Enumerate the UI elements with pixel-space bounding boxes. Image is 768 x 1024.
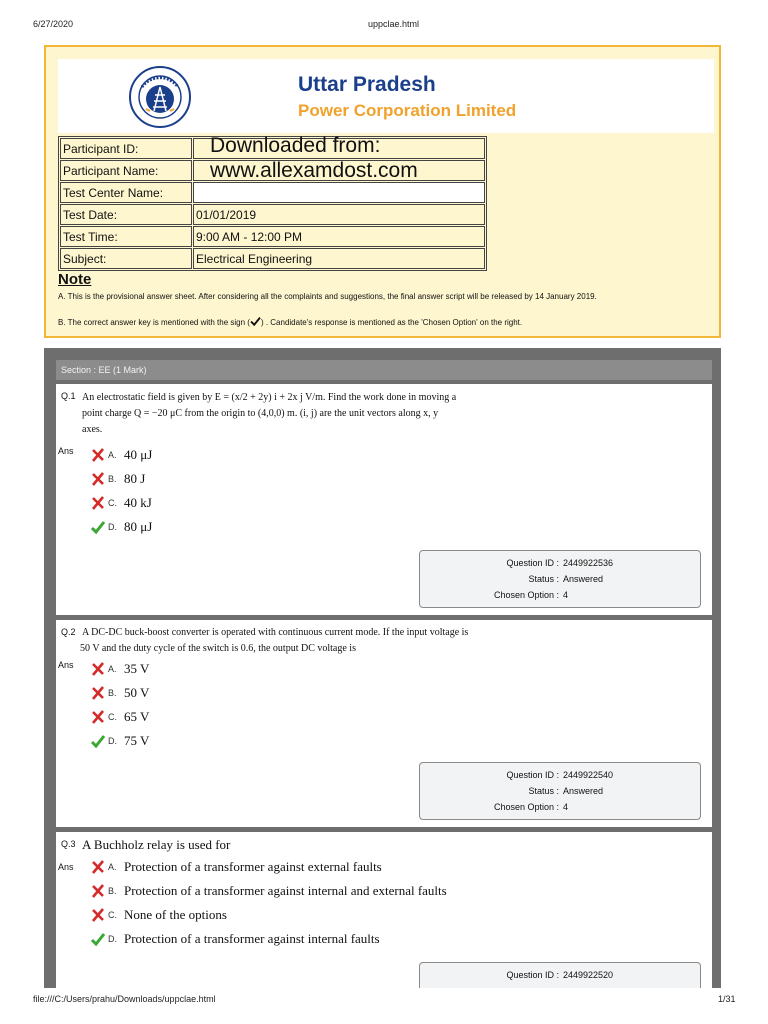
option-d	[90, 516, 152, 538]
info-label: Participant Name:	[60, 160, 192, 181]
option-text: 80 J	[124, 471, 146, 486]
wrong-cross-icon	[90, 447, 106, 463]
note-heading: Note	[58, 271, 92, 288]
correct-check-icon	[90, 733, 106, 749]
note-line-a: A. This is the provisional answer sheet. After considering all the complaints and suggestions, the final answer script will be released by 14 January 2019.	[58, 292, 597, 301]
option-c	[90, 706, 149, 728]
question-text	[82, 837, 230, 853]
qid-value: 2449922520	[563, 970, 614, 980]
option-letter: B.	[108, 474, 117, 484]
option-letter: A.	[108, 862, 117, 872]
status-value: Answered	[563, 786, 604, 796]
option-text: Protection of a transformer against internal faults	[124, 931, 380, 946]
org-name-line1: Uttar Pradesh	[298, 73, 436, 96]
watermark-line2: www.allexamdost.com	[210, 159, 418, 182]
info-value: Electrical Engineering	[193, 248, 485, 269]
wrong-cross-icon	[90, 495, 106, 511]
ans-label: Ans	[58, 660, 74, 670]
question-number: Q.1	[61, 391, 76, 401]
qid-value: 2449922536	[563, 558, 614, 568]
option-b	[90, 880, 447, 902]
note-b-suffix: ) . Candidate's response is mentioned as the 'Chosen Option' on the right.	[260, 318, 523, 327]
note-line-b	[58, 317, 708, 328]
option-a	[90, 444, 152, 466]
info-row	[60, 204, 485, 225]
checkmark-icon	[250, 317, 261, 326]
correct-check-icon	[90, 931, 106, 947]
wrong-cross-icon	[90, 883, 106, 899]
option-text: Protection of a transformer against internal and external faults	[124, 883, 447, 898]
option-letter: A.	[108, 450, 117, 460]
qid-label: Question ID :	[506, 558, 559, 568]
watermark-line1: Downloaded from:	[210, 134, 381, 157]
correct-check-icon	[90, 519, 106, 535]
qid-label: Question ID :	[506, 770, 559, 780]
status-label: Status :	[528, 574, 559, 584]
option-letter: C.	[108, 498, 117, 508]
info-row	[60, 226, 485, 247]
section-panel	[44, 348, 721, 1024]
option-letter: B.	[108, 886, 117, 896]
question-text-line: 50 V and the duty cycle of the switch is 0.6, the output DC voltage is	[80, 643, 356, 654]
option-text: 65 V	[124, 709, 150, 724]
question-number: Q.3	[61, 839, 76, 849]
org-name-line2: Power Corporation Limited	[298, 101, 517, 120]
chosen-value: 4	[563, 802, 569, 812]
option-letter: A.	[108, 664, 117, 674]
note-b-prefix: B. The correct answer key is mentioned with the sign (	[58, 318, 250, 327]
info-label: Test Date:	[60, 204, 192, 225]
info-value: 9:00 AM - 12:00 PM	[193, 226, 485, 247]
question-number: Q.2	[61, 627, 76, 637]
ans-label: Ans	[58, 446, 74, 456]
print-title: uppclae.html	[368, 19, 420, 29]
option-letter: D.	[108, 934, 117, 944]
option-a	[90, 658, 149, 680]
option-text: 75 V	[124, 733, 150, 748]
question-text-line: axes.	[82, 424, 103, 435]
header-panel	[44, 45, 721, 338]
chosen-value: 4	[563, 590, 569, 600]
print-date: 6/27/2020	[33, 19, 74, 29]
chosen-label: Chosen Option :	[493, 802, 559, 812]
option-text: 80 μJ	[124, 519, 153, 534]
question-text-line: A Buchholz relay is used for	[82, 837, 231, 852]
wrong-cross-icon	[90, 907, 106, 923]
option-d	[90, 730, 149, 752]
option-letter: B.	[108, 688, 117, 698]
info-value	[193, 182, 485, 203]
question-text	[82, 390, 456, 438]
question-text	[82, 625, 468, 657]
info-row	[60, 248, 485, 269]
option-text: 40 μJ	[124, 447, 153, 462]
option-letter: D.	[108, 736, 117, 746]
wrong-cross-icon	[90, 859, 106, 875]
status-value: Answered	[563, 574, 604, 584]
question-text-line: An electrostatic field is given by E = (x/2 + 2y) i + 2x j V/m. Find the work done in moving a	[82, 392, 457, 403]
ans-label: Ans	[58, 862, 74, 872]
option-text: 40 kJ	[124, 495, 152, 510]
status-box	[419, 762, 701, 820]
info-label: Subject:	[60, 248, 192, 269]
status-label: Status :	[528, 786, 559, 796]
section-title-bar: Section : EE (1 Mark)	[56, 360, 712, 380]
wrong-cross-icon	[90, 709, 106, 725]
question-text-line: point charge Q = −20 μC from the origin to (4,0,0) m. (i, j) are the unit vectors along x, y	[82, 408, 439, 419]
option-text: Protection of a transformer against external faults	[124, 859, 382, 874]
question-card	[56, 384, 712, 615]
question-card	[56, 620, 712, 827]
wrong-cross-icon	[90, 661, 106, 677]
chosen-label: Chosen Option :	[493, 590, 559, 600]
info-row	[60, 182, 485, 203]
print-footer-path: file:///C:/Users/prahu/Downloads/uppclae.html	[33, 994, 216, 1004]
option-letter: C.	[108, 712, 117, 722]
option-c	[90, 904, 227, 926]
option-letter: D.	[108, 522, 117, 532]
option-a	[90, 856, 382, 878]
qid-label: Question ID :	[506, 970, 559, 980]
logo-band	[58, 59, 714, 133]
status-box	[419, 550, 701, 608]
wrong-cross-icon	[90, 471, 106, 487]
info-value: 01/01/2019	[193, 204, 485, 225]
question-text-line: A DC-DC buck-boost converter is operated with continuous current mode. If the input voltage is	[82, 627, 469, 638]
option-b	[90, 682, 149, 704]
wrong-cross-icon	[90, 685, 106, 701]
qid-value: 2449922540	[563, 770, 614, 780]
uppcl-logo-icon	[128, 65, 192, 129]
option-c	[90, 492, 152, 514]
option-letter: C.	[108, 910, 117, 920]
option-text: None of the options	[124, 907, 227, 922]
option-b	[90, 468, 145, 490]
option-text: 50 V	[124, 685, 150, 700]
info-label: Test Center Name:	[60, 182, 192, 203]
print-page-number: 1/31	[718, 994, 736, 1004]
option-d	[90, 928, 380, 950]
info-label: Test Time:	[60, 226, 192, 247]
info-label: Participant ID:	[60, 138, 192, 159]
option-text: 35 V	[124, 661, 150, 676]
